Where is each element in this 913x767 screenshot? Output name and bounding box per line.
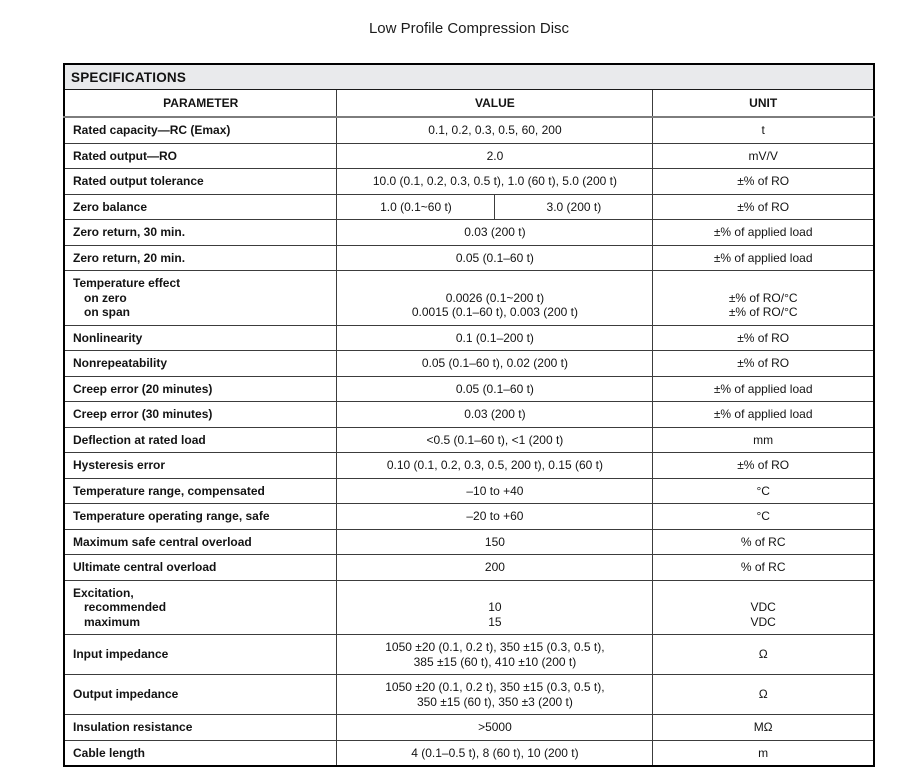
value-line: –20 to +60	[466, 509, 524, 523]
unit-cell	[653, 143, 874, 169]
value-line: 1050 ±20 (0.1, 0.2 t), 350 ±15 (0.3, 0.5 t),	[385, 640, 605, 654]
page-title: Low Profile Compression Disc	[368, 20, 570, 37]
value-line: 0.1 (0.1–200 t)	[455, 330, 534, 345]
parameter-cell	[64, 635, 337, 675]
unit-line: mV/V	[748, 148, 778, 163]
parameter-cell	[64, 740, 337, 766]
parameter-cell	[64, 325, 337, 351]
unit-cell	[653, 402, 874, 428]
value-cell	[337, 478, 653, 504]
section-header: SPECIFICATIONS	[64, 64, 874, 90]
parameter-cell	[64, 351, 337, 377]
unit-line: ±% of RO	[737, 199, 790, 214]
parameter-line: Zero balance	[73, 199, 148, 214]
unit-cell	[653, 245, 874, 271]
unit-line: °C	[756, 483, 770, 498]
table-row	[64, 143, 874, 169]
value-line: 200	[484, 560, 505, 574]
value-cell	[337, 555, 653, 581]
value-cell	[337, 453, 653, 479]
value-line: –10 to +40	[466, 483, 524, 498]
value-line: 4 (0.1–0.5 t), 8 (60 t), 10 (200 t)	[411, 745, 579, 760]
value-line: 350 ±15 (60 t), 350 ±3 (200 t)	[416, 694, 573, 709]
unit-cell	[653, 427, 874, 453]
value-cell	[337, 117, 653, 143]
parameter-line: recommended	[84, 600, 167, 614]
unit-line: ±% of RO	[737, 174, 790, 188]
value-cell	[337, 376, 653, 402]
unit-cell	[653, 169, 874, 195]
table-row	[64, 453, 874, 479]
table-row	[64, 478, 874, 504]
unit-line: Ω	[758, 687, 768, 702]
parameter-line: Zero return, 30 min.	[73, 225, 186, 239]
unit-cell	[653, 325, 874, 351]
parameter-cell	[64, 504, 337, 530]
column-header-value: VALUE	[337, 90, 653, 118]
value-cell	[337, 402, 653, 428]
unit-line: ±% of applied load	[713, 407, 813, 421]
value-cell	[337, 715, 653, 741]
value-line: 0.0026 (0.1~200 t)	[445, 290, 545, 305]
unit-line: ±% of RO/°C	[728, 290, 798, 305]
parameter-line: Ultimate central overload	[73, 560, 217, 574]
parameter-line: Zero return, 20 min.	[73, 250, 186, 265]
value-line: 0.05 (0.1–60 t)	[455, 381, 534, 396]
parameter-cell	[64, 402, 337, 428]
unit-line: % of RC	[740, 534, 786, 549]
parameter-line: Rated output tolerance	[73, 174, 204, 188]
value-cell	[337, 529, 653, 555]
parameter-cell	[64, 529, 337, 555]
value-line: 0.0015 (0.1–60 t), 0.003 (200 t)	[411, 305, 578, 319]
unit-cell	[653, 635, 874, 675]
parameter-cell	[64, 715, 337, 741]
parameter-line: Insulation resistance	[73, 720, 193, 734]
unit-cell	[653, 529, 874, 555]
unit-cell	[653, 740, 874, 766]
parameter-line: on zero	[84, 290, 127, 305]
unit-line: VDC	[750, 600, 776, 614]
unit-cell	[653, 194, 874, 220]
unit-line: m	[758, 745, 769, 760]
parameter-line: Nonrepeatability	[73, 356, 168, 370]
unit-cell	[653, 351, 874, 377]
parameter-cell	[64, 271, 337, 326]
unit-line: ±% of applied load	[713, 225, 813, 239]
unit-cell	[653, 117, 874, 143]
unit-line: ±% of RO/°C	[728, 305, 798, 319]
value-line: >5000	[478, 720, 512, 734]
parameter-cell	[64, 117, 337, 143]
table-row	[64, 635, 874, 675]
unit-cell	[653, 478, 874, 504]
table-row	[64, 376, 874, 402]
table-row	[64, 194, 874, 220]
unit-cell	[653, 580, 874, 635]
table-row	[64, 245, 874, 271]
table-row	[64, 220, 874, 246]
parameter-line: Temperature effect	[73, 276, 181, 290]
table-body	[64, 117, 874, 766]
table-row	[64, 555, 874, 581]
parameter-line: Input impedance	[73, 647, 169, 662]
value-line: 0.1, 0.2, 0.3, 0.5, 60, 200	[428, 123, 562, 137]
value-cell	[337, 427, 653, 453]
value-line: <0.5 (0.1–60 t), <1 (200 t)	[426, 432, 564, 447]
value-line: 0.05 (0.1–60 t)	[455, 250, 534, 265]
parameter-line: Excitation,	[73, 585, 134, 600]
value-cell	[337, 740, 653, 766]
parameter-line: Hysteresis error	[73, 458, 166, 472]
value-cell	[337, 504, 653, 530]
table-row	[64, 351, 874, 377]
unit-cell	[653, 220, 874, 246]
table-row	[64, 580, 874, 635]
split-value-wrap	[337, 195, 652, 220]
specifications-table	[63, 63, 875, 767]
parameter-line: on span	[84, 305, 131, 319]
value-cell-split	[337, 194, 653, 220]
table-row	[64, 715, 874, 741]
parameter-line: Rated output—RO	[73, 148, 177, 163]
column-header-row	[64, 90, 874, 118]
value-cell	[337, 220, 653, 246]
unit-cell	[653, 715, 874, 741]
parameter-line: Maximum safe central overload	[73, 534, 252, 549]
column-header-unit: UNIT	[653, 90, 874, 118]
value-cell	[337, 143, 653, 169]
value-cell	[337, 675, 653, 715]
table-row	[64, 169, 874, 195]
table-row	[64, 740, 874, 766]
parameter-cell	[64, 478, 337, 504]
unit-line: ±% of RO	[737, 458, 790, 472]
column-header-parameter: PARAMETER	[64, 90, 337, 118]
value-line: 2.0	[486, 148, 504, 163]
unit-cell	[653, 675, 874, 715]
unit-cell	[653, 271, 874, 326]
unit-line: % of RC	[740, 560, 786, 574]
unit-line: VDC	[750, 614, 776, 629]
value-cell	[337, 635, 653, 675]
parameter-line: Temperature range, compensated	[73, 483, 265, 498]
parameter-line: Cable length	[73, 745, 146, 760]
parameter-cell	[64, 376, 337, 402]
parameter-line: Rated capacity—RC (Emax)	[73, 123, 231, 137]
unit-line: ±% of RO	[737, 356, 790, 370]
value-line: 0.03 (200 t)	[464, 225, 526, 239]
unit-line: mm	[753, 432, 774, 447]
parameter-cell	[64, 220, 337, 246]
value-cell	[337, 245, 653, 271]
value-cell	[337, 169, 653, 195]
table-row	[64, 325, 874, 351]
parameter-line: Nonlinearity	[73, 330, 143, 345]
table-row	[64, 427, 874, 453]
unit-cell	[653, 504, 874, 530]
table-row	[64, 529, 874, 555]
unit-cell	[653, 376, 874, 402]
unit-line: Ω	[758, 647, 768, 662]
unit-line: °C	[756, 509, 770, 523]
value-line: 0.10 (0.1, 0.2, 0.3, 0.5, 200 t), 0.15 (60 t)	[386, 458, 603, 472]
unit-cell	[653, 555, 874, 581]
unit-line: MΩ	[753, 720, 773, 734]
table-row	[64, 117, 874, 143]
parameter-cell	[64, 169, 337, 195]
unit-cell	[653, 453, 874, 479]
value-line: 10	[488, 600, 502, 614]
parameter-cell	[64, 675, 337, 715]
parameter-line: Output impedance	[73, 687, 179, 702]
value-cell	[337, 325, 653, 351]
parameter-line: Creep error (30 minutes)	[73, 407, 213, 421]
value-cell	[337, 580, 653, 635]
value-subcell: 3.0 (200 t)	[494, 195, 652, 220]
value-line: 150	[484, 534, 505, 549]
table-row	[64, 402, 874, 428]
value-subcell: 1.0 (0.1~60 t)	[380, 199, 452, 214]
parameter-cell	[64, 427, 337, 453]
unit-line: ±% of applied load	[713, 250, 813, 265]
parameter-line: Temperature operating range, safe	[73, 509, 270, 523]
value-line: 0.03 (200 t)	[464, 407, 526, 421]
section-header-row	[64, 64, 874, 90]
parameter-line: Deflection at rated load	[73, 432, 206, 447]
table-row	[64, 271, 874, 326]
parameter-cell	[64, 143, 337, 169]
unit-line: ±% of applied load	[713, 381, 813, 396]
value-line: 15	[488, 614, 502, 629]
table-row	[64, 504, 874, 530]
parameter-cell	[64, 245, 337, 271]
unit-line: ±% of RO	[737, 330, 790, 345]
parameter-cell	[64, 580, 337, 635]
parameter-cell	[64, 194, 337, 220]
value-cell	[337, 351, 653, 377]
parameter-line: maximum	[84, 614, 141, 629]
value-line: 10.0 (0.1, 0.2, 0.3, 0.5 t), 1.0 (60 t), 5.0 (200 t)	[372, 174, 617, 188]
parameter-cell	[64, 453, 337, 479]
parameter-cell	[64, 555, 337, 581]
unit-line: t	[761, 123, 765, 137]
value-cell	[337, 271, 653, 326]
value-line: 0.05 (0.1–60 t), 0.02 (200 t)	[421, 356, 568, 370]
value-line: 385 ±15 (60 t), 410 ±10 (200 t)	[413, 654, 577, 669]
value-line: 1050 ±20 (0.1, 0.2 t), 350 ±15 (0.3, 0.5 t),	[385, 680, 605, 694]
parameter-line: Creep error (20 minutes)	[73, 381, 213, 396]
table-row	[64, 675, 874, 715]
